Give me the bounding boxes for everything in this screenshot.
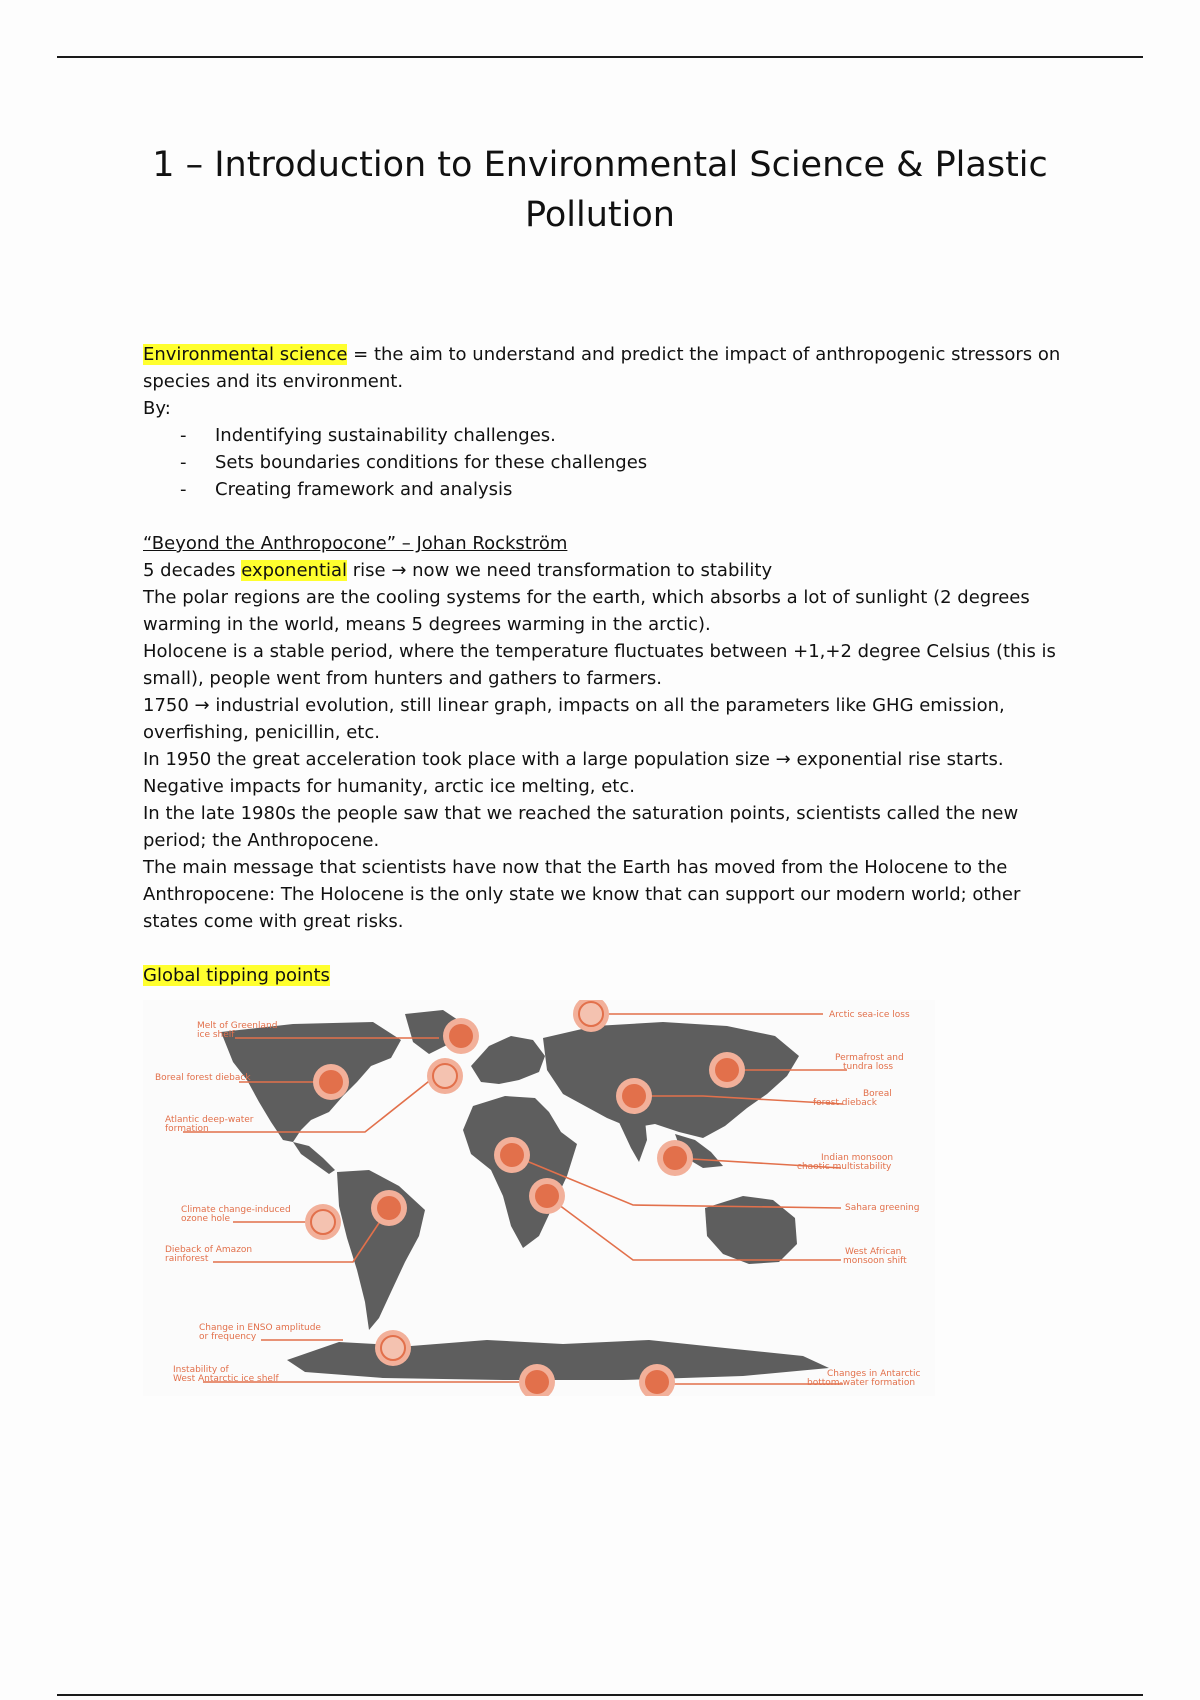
list-item: - Sets boundaries conditions for these challenges [180, 452, 648, 473]
label-boreal-west: Boreal forest dieback [155, 1073, 251, 1083]
marker-greenland [443, 1018, 479, 1054]
definition-paragraph [143, 341, 1073, 395]
top-rule [57, 56, 1143, 58]
exponential-highlight: exponential [241, 560, 348, 581]
list-item: - Creating framework and analysis [180, 479, 513, 500]
method-list [143, 422, 1073, 503]
label-antarctic-bottom-2: bottom-water formation [807, 1378, 916, 1388]
paragraph-holocene: Holocene is a stable period, where the temperature fluctuates between +1,+2 degree Celsius (this is small), people went from hunters and gathers to farmers. [143, 641, 1056, 689]
label-permafrost-2: tundra loss [843, 1062, 894, 1072]
intro-line: 5 decades exponential rise → now we need transformation to stability [143, 560, 773, 581]
by-label: By: [143, 398, 171, 419]
label-boreal-east-2: forest dieback [813, 1098, 877, 1108]
list-item: - Indentifying sustainability challenges. [180, 425, 556, 446]
marker-west-africa [529, 1178, 565, 1214]
label-west-antarctic-1: Instability of [173, 1365, 229, 1375]
label-enso-1: Change in ENSO amplitude [199, 1323, 321, 1333]
label-greenland-2: ice shelf [197, 1030, 235, 1040]
label-amazon-2: rainforest [165, 1254, 209, 1264]
marker-monsoon [657, 1140, 693, 1176]
label-west-africa-1: West African [845, 1247, 902, 1257]
marker-ozone [305, 1204, 341, 1240]
tipping-points-map [143, 1000, 935, 1396]
marker-atlantic [427, 1058, 463, 1094]
bottom-rule [57, 1694, 1143, 1696]
label-ozone-2: ozone hole [181, 1214, 231, 1224]
paragraph-polar: The polar regions are the cooling systems for the earth, which absorbs a lot of sunlight (2 degrees warming in the world, means 5 degrees warming in the arctic). [143, 587, 1030, 635]
label-atlantic-1: Atlantic deep-water [165, 1115, 254, 1125]
list-item-text: Sets boundaries conditions for these challenges [215, 452, 648, 473]
term-highlight: Environmental science [143, 344, 348, 365]
label-monsoon-2: chaotic multistability [797, 1162, 892, 1172]
tipping-heading: Global tipping points [143, 965, 330, 986]
definition-text: = the aim to understand and predict the impact of anthropogenic stressors on species and its environment. [143, 344, 1061, 392]
paragraph-main-message: The main message that scientists have now that the Earth has moved from the Holocene to the Anthropocene: The Holocene is the only state we know that can support our modern world; other states come with great risks. [143, 857, 1021, 932]
tipping-section [143, 962, 1073, 989]
label-permafrost-1: Permafrost and [835, 1053, 904, 1063]
paragraph-1980s: In the late 1980s the people saw that we reached the saturation points, scientists called the new period; the Anthropocene. [143, 803, 1019, 851]
label-atlantic-2: formation [165, 1124, 209, 1134]
label-antarctic-bottom-1: Changes in Antarctic [827, 1369, 921, 1379]
marker-boreal-west [313, 1064, 349, 1100]
paragraph-1750: 1750 → industrial evolution, still linear graph, impacts on all the parameters like GHG emission, overfishing, penicillin, etc. [143, 695, 1005, 743]
marker-boreal-east [616, 1078, 652, 1114]
label-boreal-east-1: Boreal [863, 1089, 892, 1099]
marker-amazon [371, 1190, 407, 1226]
label-west-antarctic-2: West Antarctic ice shelf [173, 1374, 279, 1384]
label-west-africa-2: monsoon shift [843, 1256, 907, 1266]
label-greenland-1: Melt of Greenland [197, 1021, 278, 1031]
marker-enso [375, 1330, 411, 1366]
paragraph-1950: In 1950 the great acceleration took place with a large population size → exponential rise starts. Negative impacts for humanity, arctic ice melting, etc. [143, 749, 1004, 797]
label-ozone-1: Climate change-induced [181, 1205, 291, 1215]
label-monsoon-1: Indian monsoon [821, 1153, 894, 1163]
list-item-text: Creating framework and analysis [215, 479, 513, 500]
label-enso-2: or frequency [199, 1332, 257, 1342]
page-title: 1 – Introduction to Environmental Science & Plastic Pollution [152, 145, 1048, 235]
list-item-text: Indentifying sustainability challenges. [215, 425, 556, 446]
marker-sahara [494, 1137, 530, 1173]
label-amazon-1: Dieback of Amazon [165, 1245, 253, 1255]
definition-section [143, 341, 1073, 503]
label-sahara: Sahara greening [845, 1203, 920, 1213]
rockstrom-section [143, 530, 1073, 935]
section-heading: “Beyond the Anthropocone” – Johan Rockström [143, 533, 568, 554]
marker-permafrost [709, 1052, 745, 1088]
label-arctic: Arctic sea-ice loss [829, 1010, 910, 1020]
